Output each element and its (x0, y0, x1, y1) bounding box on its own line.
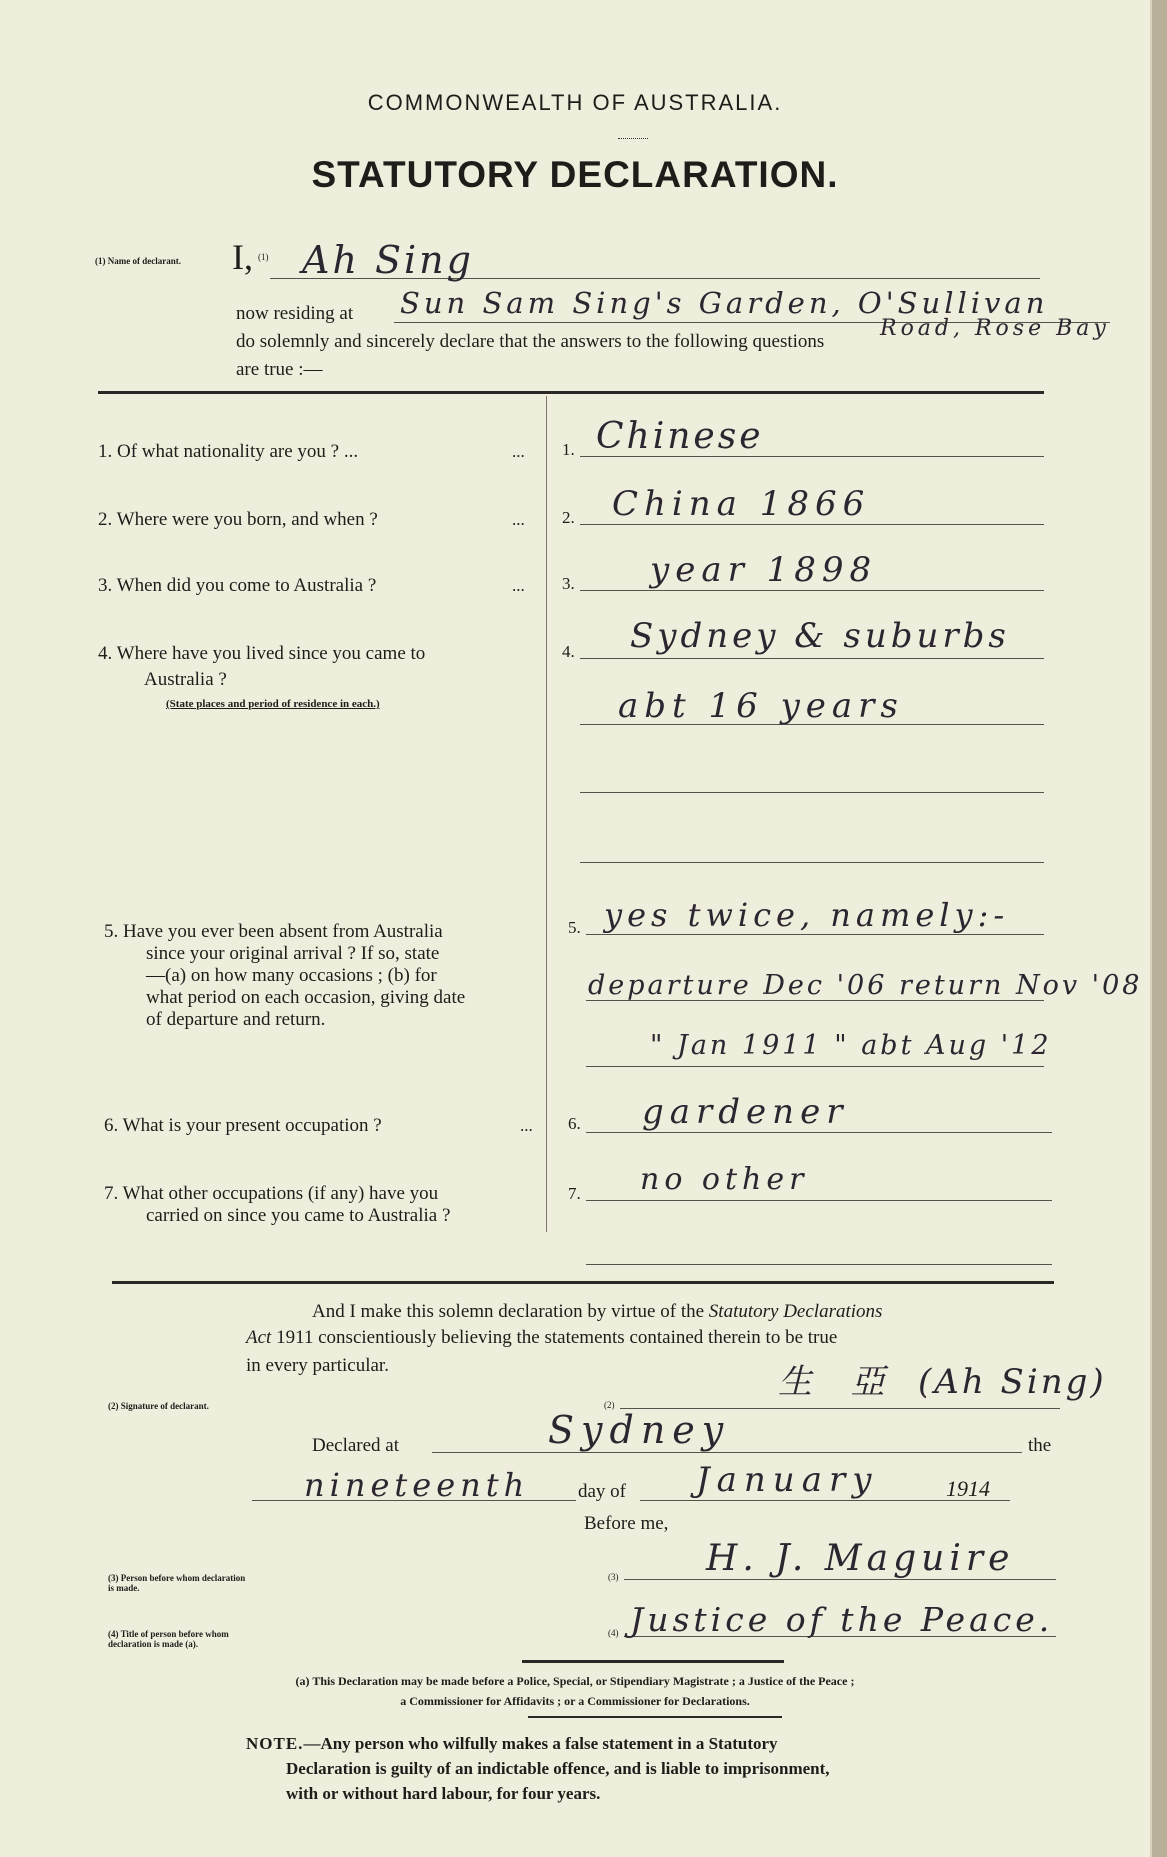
question-5-line3: —(a) on how many occasions ; (b) for (146, 965, 437, 986)
answer-1: Chinese (596, 416, 764, 457)
residence-handwriting-1: Sun Sam Sing's Garden, O'Sullivan (400, 286, 1049, 320)
marker-4: (4) (608, 1628, 619, 1638)
month-value: January (696, 1460, 879, 1500)
margin-note-witness: (3) Person before whom declaration is made. (108, 1573, 246, 1593)
i-label: I, (232, 237, 253, 277)
question-5-line5: of departure and return. (146, 1009, 326, 1030)
question-7-line2: carried on since you came to Australia ? (146, 1205, 451, 1226)
year-value: 1914 (946, 1476, 990, 1501)
closing-line-2-text: 1911 conscientiously believing the statements contained therein to be true (271, 1327, 838, 1348)
answer-7: no other (640, 1162, 809, 1197)
answer-5-trip-2: " Jan 1911 " abt Aug '12 (650, 1030, 1052, 1061)
marker-1: (1) (258, 252, 269, 262)
question-4-line1: 4. Where have you lived since you came to (98, 643, 426, 664)
question-5-line4: what period on each occasion, giving date (146, 987, 466, 1008)
declared-place: Sydney (548, 1408, 731, 1452)
q3-dots: ... (512, 576, 525, 595)
question-4-note: (State places and period of residence in each.) (166, 698, 380, 710)
witness-signature: H. J. Maguire (706, 1538, 1015, 1579)
a4-line-3 (580, 792, 1044, 793)
answer-5: yes twice, namely:- (604, 896, 1010, 934)
document-title: STATUTORY DECLARATION. (311, 154, 839, 195)
a4-number: 4. (562, 642, 575, 661)
the-label: the (1028, 1435, 1052, 1456)
table-bottom-rule (112, 1281, 1054, 1284)
answer-2: China 1866 (612, 484, 871, 524)
note-text-1: —Any person who wilfully makes a false statement in a Statutory (303, 1734, 778, 1753)
paper-edge (1150, 0, 1167, 1857)
are-true-text: are true :— (236, 359, 323, 380)
a1-number: 1. (562, 440, 575, 459)
a3-line (580, 590, 1044, 591)
question-7-line1: 7. What other occupations (if any) have you (104, 1183, 439, 1204)
closing-line-2 (246, 1326, 837, 1349)
answer-4: Sydney & suburbs (630, 616, 1010, 656)
note-line-1 (246, 1734, 778, 1754)
question-3: 3. When did you come to Australia ? (98, 575, 377, 596)
declare-text: do solemnly and sincerely declare that the answers to the following questions (236, 331, 825, 352)
closing-line-1-text: And I make this solemn declaration by virtue of the (312, 1301, 709, 1322)
question-1: 1. Of what nationality are you ? ... (98, 441, 359, 462)
a4-line-1 (580, 658, 1044, 659)
a3-number: 3. (562, 574, 575, 593)
declarant-name: Ah Sing (302, 238, 474, 282)
residence-handwriting-2: Road, Rose Bay (880, 316, 1110, 341)
chinese-signature: 生 亞 (778, 1362, 899, 1402)
a7-line-2 (586, 1264, 1052, 1265)
note-line-3: with or without hard labour, for four years. (286, 1784, 601, 1803)
a2-line (580, 524, 1044, 525)
column-divider (546, 396, 547, 1232)
a7-line-1 (586, 1200, 1052, 1201)
footnote-line-2: a Commissioner for Affidavits ; or a Commissioner for Declarations. (400, 1694, 750, 1708)
heading-divider (618, 138, 648, 139)
a4-line-4 (580, 862, 1044, 863)
closing-line-1 (312, 1300, 882, 1323)
q1-dots: ... (512, 442, 525, 461)
act-name-italic: Statutory Declarations (708, 1301, 883, 1322)
residing-label: now residing at (236, 303, 354, 324)
declared-at-label: Declared at (312, 1435, 400, 1456)
country-heading: COMMONWEALTH OF AUSTRALIA. (367, 90, 783, 115)
a6-number: 6. (568, 1114, 581, 1133)
q6-dots: ... (520, 1116, 533, 1135)
margin-note-name: (1) Name of declarant. (95, 256, 181, 266)
marker-3: (3) (608, 1572, 619, 1582)
note-label: NOTE. (246, 1734, 304, 1753)
margin-note-signature: (2) Signature of declarant. (108, 1401, 209, 1411)
before-me-label: Before me, (584, 1513, 669, 1534)
a7-number: 7. (568, 1184, 581, 1203)
q2-dots: ... (512, 510, 525, 529)
answer-6: gardener (642, 1092, 849, 1132)
footnote-line-1: (a) This Declaration may be made before a Police, Special, or Stipendiary Magistrate ; a Justice of the Peace ; (295, 1674, 855, 1688)
a2-number: 2. (562, 508, 575, 527)
a6-line (586, 1132, 1052, 1133)
note-rule (528, 1716, 782, 1718)
marker-2: (2) (604, 1400, 615, 1410)
closing-line-3: in every particular. (246, 1355, 389, 1376)
a5-number: 5. (568, 918, 581, 937)
day-value: nineteenth (304, 1466, 530, 1504)
witness-line (624, 1579, 1056, 1580)
question-2: 2. Where were you born, and when ? (98, 509, 378, 530)
day-of-label: day of (578, 1481, 627, 1502)
witness-title: Justice of the Peace. (630, 1600, 1054, 1639)
footnote-rule (522, 1660, 784, 1663)
table-top-rule (98, 391, 1044, 394)
answer-4-duration: abt 16 years (618, 686, 904, 726)
a5-line-3 (586, 1066, 1044, 1067)
a5-line-1 (586, 934, 1044, 935)
answer-3: year 1898 (650, 550, 878, 590)
act-label-italic: Act (246, 1327, 272, 1348)
question-6: 6. What is your present occupation ? (104, 1115, 382, 1136)
note-line-2: Declaration is guilty of an indictable offence, and is liable to imprisonment, (286, 1759, 830, 1778)
place-line (432, 1452, 1022, 1453)
question-4-line2: Australia ? (144, 669, 227, 690)
question-5-line2: since your original arrival ? If so, state (146, 943, 440, 964)
margin-note-title: (4) Title of person before whom declaration is made (a). (108, 1629, 229, 1649)
question-5-line1: 5. Have you ever been absent from Australia (104, 921, 443, 942)
answer-5-trip-1: departure Dec '06 return Nov '08 (588, 970, 1143, 1001)
declarant-signature: (Ah Sing) (918, 1362, 1107, 1402)
